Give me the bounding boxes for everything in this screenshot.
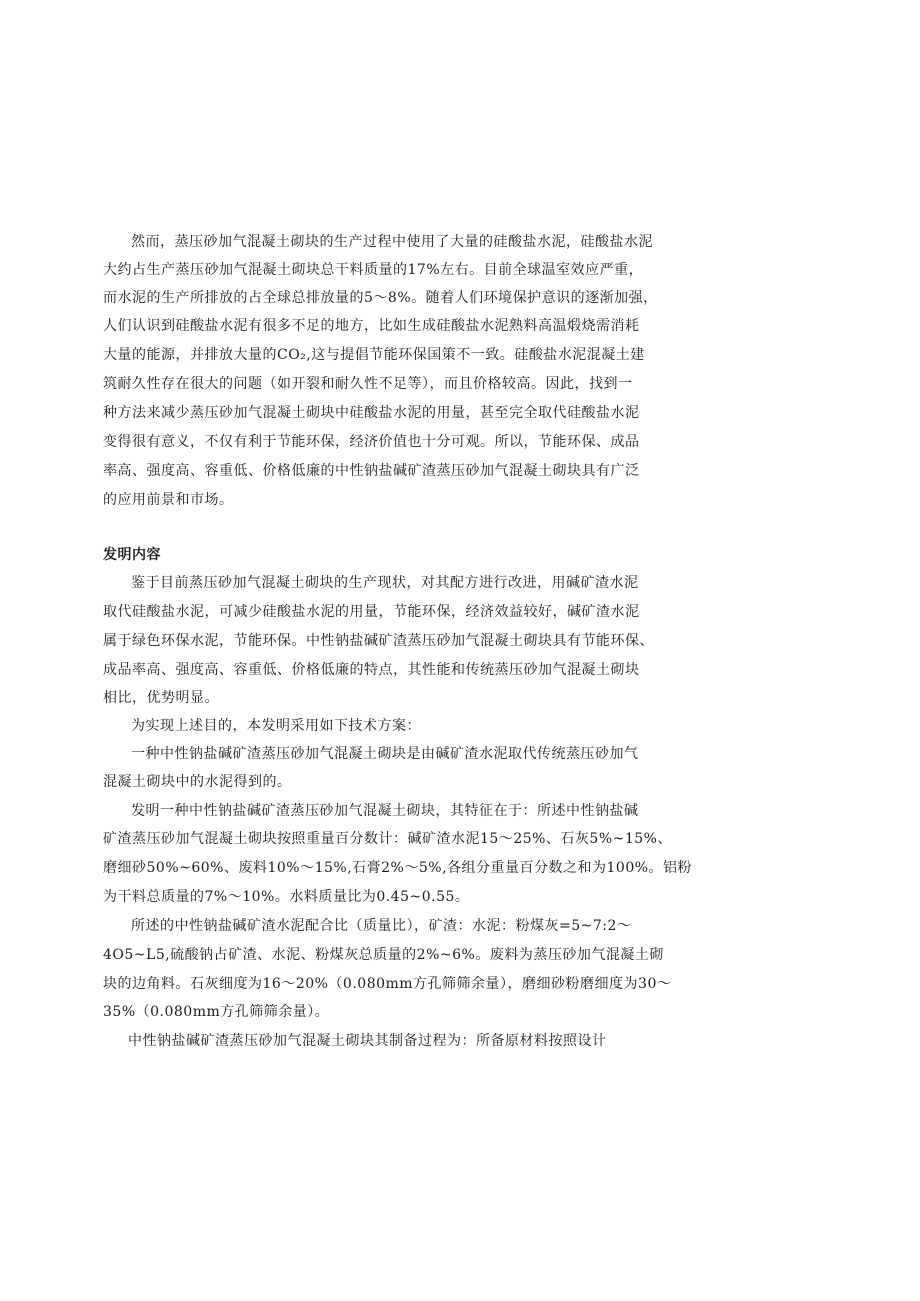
text-line: 相比，优势明显。	[103, 690, 219, 706]
text-line: 矿渣蒸压砂加气混凝土砌块按照重量百分数计：碱矿渣水泥15～25%、石灰5%~15%、	[103, 831, 672, 847]
text-line: 所述的中性钠盐碱矿渣水泥配合比（质量比），矿渣：水泥：粉煤灰=5~7:2～	[131, 918, 632, 934]
text-line: 筑耐久性存在很大的问题（如开裂和耐久性不足等），而且价格较高。因此，找到一	[103, 376, 633, 392]
text-line: 而水泥的生产所排放的占全球总排放量的5～8%。随着人们环境保护意识的逐渐加强，	[103, 290, 658, 306]
text-line: 取代硅酸盐水泥，可减少硅酸盐水泥的用量，节能环保，经济效益较好，碱矿渣水泥	[103, 604, 640, 620]
text-line: 属于绿色环保水泥，节能环保。中性钠盐碱矿渣蒸压砂加气混凝土砌块具有节能环保、	[103, 633, 654, 649]
text-line: 发明一种中性钠盐碱矿渣蒸压砂加气混凝土砌块，其特征在于：所述中性钠盐碱	[131, 803, 639, 819]
text-line: 35%（0.080mm方孔筛筛余量）。	[103, 1004, 330, 1020]
text-line: 混凝土砌块中的水泥得到的。	[103, 774, 292, 790]
text-line: 成品率高、强度高、容重低、价格低廉的特点，其性能和传统蒸压砂加气混凝土砌块	[103, 662, 640, 678]
text-line: 种方法来减少蒸压砂加气混凝土砌块中硅酸盐水泥的用量，甚至完全取代硅酸盐水泥	[103, 405, 640, 421]
text-line: 中性钠盐碱矿渣蒸压砂加气混凝土砌块其制备过程为：所备原材料按照设计	[128, 1033, 607, 1049]
text-line: 鉴于目前蒸压砂加气混凝土砌块的生产现状，对其配方进行改进，用碱矿渣水泥	[131, 575, 639, 591]
text-line: 的应用前景和市场。	[103, 492, 234, 508]
text-line: 磨细砂50%~60%、废料10%～15%,石膏2%～5%,各组分重量百分数之和为100%。铝粉	[103, 860, 693, 876]
text-line: 变得很有意义，不仅有利于节能环保，经济价值也十分可观。所以，节能环保、成品	[103, 434, 640, 450]
text-line: 人们认识到硅酸盐水泥有很多不足的地方，比如生成硅酸盐水泥熟料高温煅烧需消耗	[103, 318, 640, 334]
text-line: 一种中性钠盐碱矿渣蒸压砂加气混凝土砌块是由碱矿渣水泥取代传统蒸压砂加气	[131, 746, 639, 762]
text-line: 为干料总质量的7%～10%。水料质量比为0.45~0.55。	[103, 889, 470, 905]
text-line: 4O5~L5,硫酸钠占矿渣、水泥、粉煤灰总质量的2%~6%。废料为蒸压砂加气混凝土砌	[103, 947, 664, 963]
section-heading: 发明内容	[103, 547, 161, 563]
text-line: 大约占生产蒸压砂加气混凝土砌块总干料质量的17%左右。目前全球温室效应严重，	[103, 262, 644, 278]
text-line: 块的边角料。石灰细度为16～20%（0.080mm方孔筛筛余量），磨细砂粉磨细度为30～	[103, 976, 672, 992]
text-line: 为实现上述目的，本发明采用如下技术方案：	[131, 718, 421, 734]
text-line: 然而，蒸压砂加气混凝土砌块的生产过程中使用了大量的硅酸盐水泥，硅酸盐水泥	[131, 234, 653, 250]
text-line: 率高、强度高、容重低、价格低廉的中性钠盐碱矿渣蒸压砂加气混凝土砌块具有广泛	[103, 463, 640, 479]
text-line: 大量的能源，并排放大量的CO₂,这与提倡节能环保国策不一致。硅酸盐水泥混凝土建	[103, 347, 645, 363]
